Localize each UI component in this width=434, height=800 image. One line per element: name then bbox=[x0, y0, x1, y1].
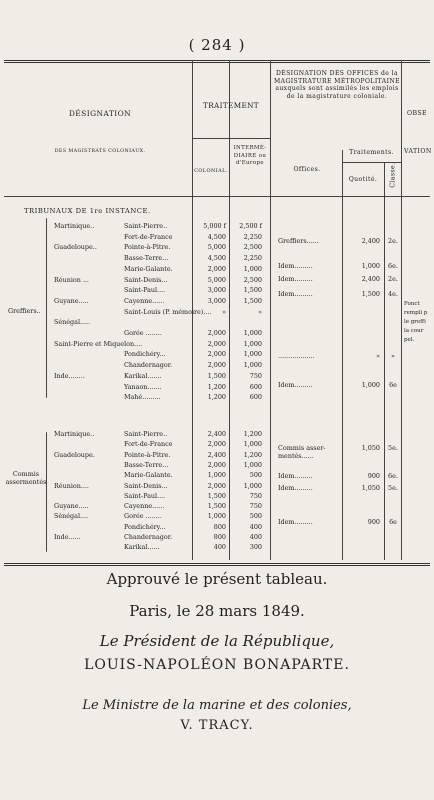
place-name: Saint-Denis... bbox=[124, 275, 168, 284]
observation-note: Fonct rempli p le greffi la cour pel. bbox=[404, 301, 428, 343]
office-name: Idem......... bbox=[278, 262, 313, 270]
europe-salary: 2,500 bbox=[243, 275, 262, 284]
office-name: Idem......... bbox=[278, 472, 313, 480]
place-name: Saint-Pierre.. bbox=[124, 222, 168, 230]
europe-salary: 1,000 bbox=[243, 339, 262, 348]
colonial-salary: 1,000 bbox=[207, 471, 226, 480]
europe-salary: 1,000 bbox=[243, 460, 262, 469]
header-rule bbox=[192, 138, 270, 139]
office-classe: 2e. bbox=[388, 237, 398, 245]
colonial-salary: 2,000 bbox=[207, 350, 226, 359]
europe-salary: » bbox=[258, 307, 262, 316]
section-title: TRIBUNAUX DE 1re INSTANCE. bbox=[24, 207, 151, 215]
place-name: Fort-de-France bbox=[124, 232, 173, 241]
place-name: Gorée ........ bbox=[124, 329, 162, 337]
date-line: Paris, le 28 mars 1849. bbox=[129, 602, 305, 620]
place-name: Karikal...... bbox=[124, 543, 160, 552]
office-quotite: 1,000 bbox=[361, 262, 380, 270]
column-rule bbox=[401, 60, 402, 560]
europe-salary: 2,500 bbox=[243, 243, 262, 252]
header-offices-title: DÉSIGNATION DES OFFICES de la MAGISTRATURE MÉTROPOLITAINE auxquels sont assimilés les emplois de la magistrature coloniale. bbox=[274, 70, 400, 100]
office-name: Greffiers...... bbox=[278, 237, 319, 245]
header-colonial: COLONIAL. bbox=[194, 168, 228, 174]
office-name: Idem......... bbox=[278, 290, 313, 298]
colonial-salary: 2,000 bbox=[207, 329, 226, 337]
header-designation: DÉSIGNATION bbox=[68, 109, 132, 118]
colonial-salary: 3,000 bbox=[207, 286, 226, 295]
place-name: Cayenne...... bbox=[124, 296, 165, 305]
header-observations-cont: VATION bbox=[404, 148, 432, 155]
colonial-salary: 2,000 bbox=[207, 481, 226, 490]
place-name: Chandernagor. bbox=[124, 361, 173, 370]
header-intermediaire: INTERMÉ- DIAIRE ou d'Europe bbox=[233, 145, 267, 166]
place-name: Gorée ........ bbox=[124, 512, 162, 521]
place-name: Saint-Pierre.. bbox=[124, 430, 168, 438]
office-name: Idem......... bbox=[278, 484, 313, 492]
colonial-salary: 4,500 bbox=[207, 232, 226, 241]
place-name: Pondichéry... bbox=[124, 350, 166, 359]
header-bottom-rule bbox=[4, 196, 430, 197]
europe-salary: 750 bbox=[249, 502, 262, 511]
colonial-salary: 1,500 bbox=[207, 491, 226, 500]
header-designation-sub: DES MAGISTRATS COLONIAUX. bbox=[54, 149, 146, 154]
header-offices: Offices. bbox=[293, 166, 321, 173]
colonial-salary: 2,000 bbox=[207, 264, 226, 273]
office-classe: » bbox=[391, 352, 395, 360]
colonial-salary: 1,200 bbox=[207, 393, 226, 402]
president-name: LOUIS-NAPOLÉON BONAPARTE. bbox=[84, 657, 350, 673]
president-title: Le Président de la République, bbox=[99, 632, 335, 650]
place-name: Marie-Galante. bbox=[124, 471, 173, 480]
colonial-salary: 400 bbox=[213, 543, 226, 552]
europe-salary: 1,500 bbox=[243, 296, 262, 305]
office-quotite: 2,400 bbox=[361, 275, 380, 283]
header-quotite: Quotité. bbox=[348, 176, 378, 183]
europe-salary: 400 bbox=[249, 522, 262, 531]
colony-name: Sénégal.... bbox=[54, 512, 89, 521]
place-name: Saint-Denis... bbox=[124, 481, 168, 490]
place-name: Pointe-à-Pitre. bbox=[124, 243, 171, 252]
colonial-salary: 5,000 f bbox=[203, 222, 226, 230]
place-name: Chandernagor. bbox=[124, 533, 173, 541]
office-quotite: 1,500 bbox=[361, 290, 380, 298]
office-quotite: 2,400 bbox=[361, 237, 380, 245]
colony-name: Sénégal..... bbox=[54, 318, 91, 327]
place-name: Saint-Paul.... bbox=[124, 286, 166, 295]
header-traitement: TRAITEMENT bbox=[203, 101, 259, 110]
colony-name: Inde........ bbox=[54, 371, 85, 380]
place-name: Yanaon....... bbox=[124, 382, 162, 391]
office-name: Idem......... bbox=[278, 518, 313, 526]
colony-name: Martinique.. bbox=[54, 222, 95, 230]
colony-name: Guyane..... bbox=[54, 296, 89, 305]
europe-salary: 300 bbox=[249, 543, 262, 552]
colonial-salary: 1,500 bbox=[207, 502, 226, 511]
colonial-salary: 1,500 bbox=[207, 371, 226, 380]
europe-salary: 500 bbox=[249, 471, 262, 480]
colonial-salary: 3,000 bbox=[207, 296, 226, 305]
office-classe: 6e. bbox=[388, 262, 398, 270]
place-name: Pointe-à-Pitre. bbox=[124, 450, 171, 459]
office-classe: 5e. bbox=[388, 484, 398, 492]
colony-name: Saint-Pierre et Miquelon.... bbox=[54, 339, 143, 348]
europe-salary: 600 bbox=[249, 382, 262, 391]
colonial-salary: 800 bbox=[213, 533, 226, 541]
colonial-salary: 2,000 bbox=[207, 460, 226, 469]
europe-salary: 1,500 bbox=[243, 286, 262, 295]
office-classe: 5e. bbox=[388, 444, 398, 452]
place-name: Cayenne...... bbox=[124, 502, 165, 511]
colony-name: Réunion ... bbox=[54, 275, 89, 284]
colony-name: Martinique.. bbox=[54, 430, 95, 438]
colonial-salary: 5,000 bbox=[207, 275, 226, 284]
europe-salary: 2,250 bbox=[243, 254, 262, 263]
colony-name: Guyane..... bbox=[54, 502, 89, 511]
column-rule bbox=[342, 150, 343, 560]
colonial-salary: 1,000 bbox=[207, 512, 226, 521]
office-quotite: 900 bbox=[367, 472, 380, 480]
colonial-salary: 2,000 bbox=[207, 361, 226, 370]
europe-salary: 1,000 bbox=[243, 350, 262, 359]
place-name: Basse-Terre... bbox=[124, 254, 169, 263]
office-name: Idem......... bbox=[278, 275, 313, 283]
header-classe: Classe. bbox=[389, 162, 397, 188]
office-classe: 6e bbox=[389, 518, 397, 526]
office-quotite: » bbox=[376, 352, 380, 360]
colonial-salary: 4,500 bbox=[207, 254, 226, 263]
office-quotite: 900 bbox=[367, 518, 380, 526]
europe-salary: 1,000 bbox=[243, 264, 262, 273]
colony-name: Inde...... bbox=[54, 533, 81, 541]
greffiers-brace bbox=[46, 218, 47, 398]
europe-salary: 1,000 bbox=[243, 440, 262, 449]
colonial-salary: 2,000 bbox=[207, 440, 226, 449]
colonial-salary: 2,000 bbox=[207, 339, 226, 348]
colonial-salary: 2,400 bbox=[207, 430, 226, 438]
europe-salary: 750 bbox=[249, 491, 262, 500]
column-rule bbox=[270, 60, 271, 560]
colonial-salary: 1,200 bbox=[207, 382, 226, 391]
office-quotite: 1,050 bbox=[361, 484, 380, 492]
page-number: ( 284 ) bbox=[188, 36, 246, 54]
europe-salary: 2,500 f bbox=[239, 222, 262, 230]
office-classe: 6e. bbox=[388, 472, 398, 480]
approval-line: Approuvé le présent tableau. bbox=[106, 570, 328, 588]
column-rule bbox=[229, 60, 230, 560]
commis-label: Commis assermentés bbox=[5, 470, 47, 486]
place-name: Pondichéry... bbox=[124, 522, 166, 531]
place-name: Fort-de-France bbox=[124, 440, 173, 449]
office-quotite: 1,050 bbox=[361, 444, 380, 452]
office-classe: 6e bbox=[389, 381, 397, 389]
colonial-salary: 800 bbox=[213, 522, 226, 531]
europe-salary: 750 bbox=[249, 371, 262, 380]
europe-salary: 1,200 bbox=[243, 450, 262, 459]
office-classe: 4e. bbox=[388, 290, 398, 298]
colonial-salary: 5,000 bbox=[207, 243, 226, 252]
place-name: Basse-Terre... bbox=[124, 460, 169, 469]
header-observations: OBSE bbox=[407, 110, 427, 117]
europe-salary: 500 bbox=[249, 512, 262, 521]
europe-salary: 1,200 bbox=[243, 430, 262, 438]
europe-salary: 1,000 bbox=[243, 481, 262, 490]
minister-title: Le Ministre de la marine et des colonies, bbox=[82, 698, 352, 713]
place-name: Saint-Paul.... bbox=[124, 491, 166, 500]
colony-name: Guadeloupe. bbox=[54, 450, 95, 459]
minister-name: V. TRACY. bbox=[180, 718, 254, 733]
place-name: Karikal....... bbox=[124, 371, 162, 380]
header-traitements: Traitements. bbox=[349, 149, 394, 156]
europe-salary: 400 bbox=[249, 533, 262, 541]
europe-salary: 2,250 bbox=[243, 232, 262, 241]
office-name: Commis asser-mentés...... bbox=[278, 444, 326, 460]
office-classe: 2e. bbox=[388, 275, 398, 283]
colonial-salary: 2,400 bbox=[207, 450, 226, 459]
colony-name: Guadeloupe.. bbox=[54, 243, 97, 252]
colony-name: Réunion.... bbox=[54, 481, 89, 490]
place-name: Saint-Louis (P. mémoire).... bbox=[124, 307, 212, 316]
greffiers-label: Greffiers.. bbox=[8, 307, 41, 315]
office-quotite: 1,000 bbox=[361, 381, 380, 389]
europe-salary: 600 bbox=[249, 393, 262, 402]
place-name: Marie-Galante. bbox=[124, 264, 173, 273]
column-rule bbox=[384, 162, 385, 560]
place-name: Mahé......... bbox=[124, 393, 161, 402]
office-name: Idem......... bbox=[278, 381, 313, 389]
europe-salary: 1,000 bbox=[243, 329, 262, 337]
colonial-salary: » bbox=[222, 307, 226, 316]
europe-salary: 1,000 bbox=[243, 361, 262, 370]
office-name: .................. bbox=[278, 352, 315, 360]
commis-brace bbox=[46, 432, 47, 552]
